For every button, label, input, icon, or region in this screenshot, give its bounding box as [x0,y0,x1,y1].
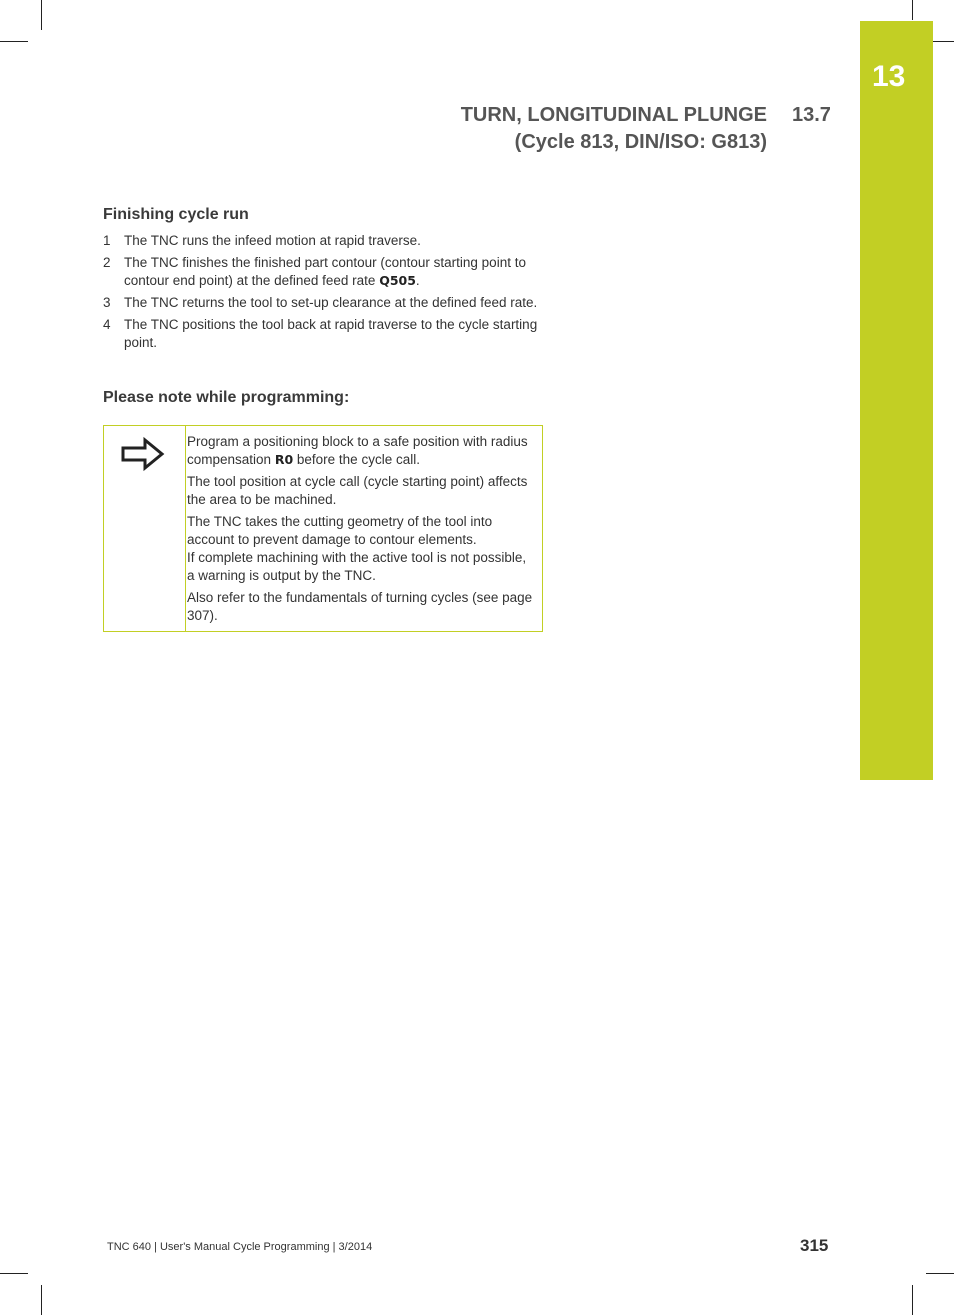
section-title-line2: (Cycle 813, DIN/ISO: G813) [514,131,767,153]
note-text: Program a positioning block to a safe position with radius compensation [187,434,528,467]
list-item [103,294,543,312]
crop-mark [0,1273,28,1274]
note-paragraph [187,433,535,469]
list-item [103,232,543,250]
note-paragraph: Also refer to the fundamentals of turning cycles (see page 307). [187,590,533,623]
crop-mark [926,1273,954,1274]
step-text: The TNC finishes the finished part contour (contour starting point to contour end point) at the defined feed rate [124,255,526,288]
note-body [187,433,535,629]
list-item [103,254,543,290]
note-paragraph: The tool position at cycle call (cycle starting point) affects the area to be machined. [187,474,528,507]
crop-mark [0,41,28,42]
step-number: 1 [103,233,111,248]
note-box [103,425,543,632]
crop-mark [41,1285,42,1315]
chapter-tab [860,21,933,780]
list-item [103,316,543,352]
crop-mark [912,0,913,20]
note-divider [185,426,186,631]
note-text: If complete machining with the active tool is not possible, a warning is output by the TNC. [187,550,527,583]
step-number: 4 [103,317,111,332]
chapter-number: 13 [872,60,906,93]
note-text: before the cycle call. [293,452,420,467]
step-number: 2 [103,255,111,270]
section-title [461,102,767,156]
section-number: 13.7 [792,104,831,126]
step-number: 3 [103,295,111,310]
finishing-heading: Finishing cycle run [103,206,249,223]
page-footer: TNC 640 | User's Manual Cycle Programming | 3/2014 [107,1241,373,1253]
step-text-end: . [415,273,420,288]
note-paragraph [187,513,535,585]
arrow-right-icon [120,436,166,477]
parameter-code: Q505 [379,273,416,288]
parameter-code: R0 [274,452,294,467]
crop-mark [912,1285,913,1315]
crop-mark [41,0,42,30]
finishing-steps-list [103,232,543,356]
section-title-line1: TURN, LONGITUDINAL PLUNGE [460,104,767,126]
page-number: 315 [800,1236,829,1255]
step-text: The TNC runs the infeed motion at rapid traverse. [124,233,421,248]
note-heading: Please note while programming: [103,389,350,406]
step-text: The TNC returns the tool to set-up clearance at the defined feed rate. [124,295,538,310]
step-text: The TNC positions the tool back at rapid traverse to the cycle starting point. [124,317,538,350]
note-text: The TNC takes the cutting geometry of the tool into account to prevent damage to contour elements. [187,514,493,547]
